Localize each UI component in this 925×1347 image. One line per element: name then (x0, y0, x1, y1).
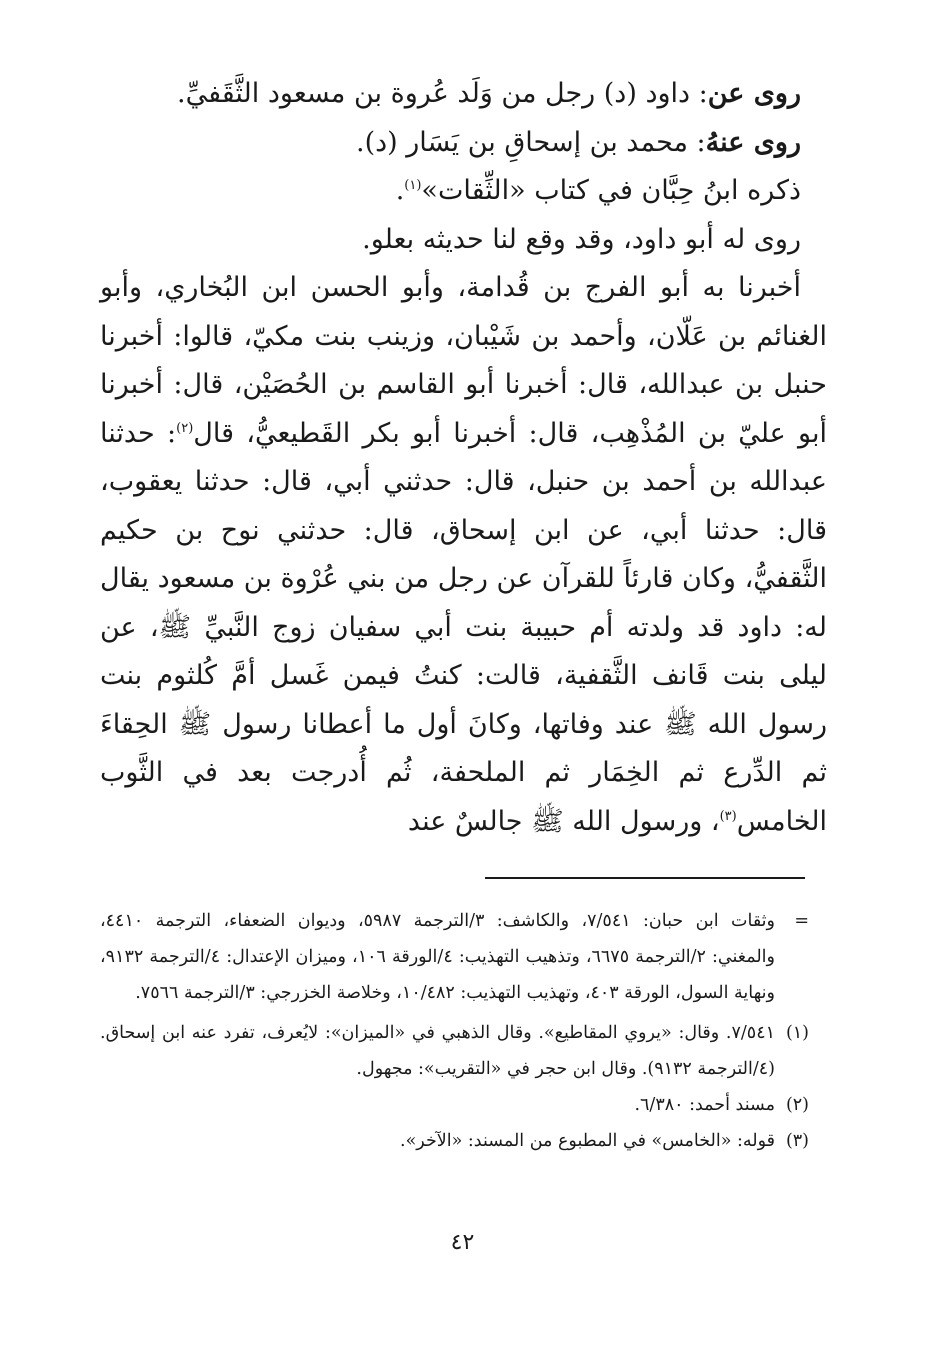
footnote-1 (100, 1015, 827, 1087)
footnote-text: وثقات ابن حبان: ٧/٥٤١، والكاشف: ٣/الترجمة ٥٩٨٧، وديوان الضعفاء، الترجمة ٤٤١٠، والمغني: ٢/الترجمة ٦٦٧٥، وتذهيب التهذيب: ٤/الورقة ١٠٦، وميزان الإعتدال: ٤/الترجمة ٩١٣٢، ونهاية السول، الورقة ٤٠٣، وتهذيب التهذيب: ١٠/٤٨٢، وخلاصة الخزرجي: ٣/الترجمة ٧٥٦٦. (100, 911, 775, 1003)
thiqat-text: ذكره ابنُ حِبَّان في كتاب «الثِّقات» (421, 175, 801, 206)
footnote-text: قوله: «الخامس» في المطبوع من المسند: «الآخر». (400, 1131, 775, 1151)
main-text (100, 70, 827, 846)
footnote-mark: (٣) (785, 1131, 809, 1151)
narrated-by-line (100, 119, 827, 168)
narrated-from-text: : داود (د) رجل من وَلَد عُروة بن مسعود الثَّقَفيِّ. (176, 78, 708, 109)
footnote-ref-3[interactable]: (٣) (719, 808, 737, 824)
footnote-mark: = (794, 911, 809, 931)
footnote-3 (100, 1123, 827, 1159)
narrated-by-label: روى عنهُ (705, 126, 801, 158)
narrated-by-text: : محمد بن إسحاقِ بن يَسَار (د). (355, 126, 706, 158)
isnad-text: أخبرنا به أبو الفرج بن قُدامة، وأبو الحسن ابن البُخاري، وأبو الغنائم بن عَلّان، وأحمد بن شَيْبان، وزينب بنت مكيّ، قالوا: أخبرنا حنبل بن عبدالله، قال: أخبرنا أبو القاسم بن الحُصَيْن، قال: أخبرنا أبو عليّ بن المُذْهِب، قال: أخبرنا أبو بكر القَطيعيُّ، قال (100, 272, 828, 449)
footnote-2 (100, 1087, 827, 1123)
matn-end-text: ، ورسول الله ﷺ جالسٌ عند (407, 805, 720, 837)
page-number: ٤٢ (450, 1230, 475, 1255)
narrated-from-line (100, 70, 827, 119)
footnotes (100, 903, 827, 1159)
footnote-text: ٧/٥٤١. وقال: «يروي المقاطيع». وقال الذهبي في «الميزان»: لايُعرف، تفرد عنه ابن إسحاق. (٤/الترجمة ٩١٣٢). وقال ابن حجر في «التقريب»: مجهول. (100, 1023, 775, 1079)
footnote-ref-2[interactable]: (٢) (176, 420, 194, 436)
footnote-separator (485, 877, 805, 879)
thiqat-line (100, 167, 827, 216)
footnote-ref-1[interactable]: (١) (404, 178, 422, 193)
footnote-continued (100, 903, 827, 1015)
matn-text: : حدثنا عبدالله بن أحمد بن حنبل، قال: حدثني أبي، قال: حدثنا يعقوب، قال: حدثنا أبي، عن ابن إسحاق، قال: حدثني نوح بن حكيم الثَّقفيُّ، وكان قارئاً للقرآن عن رجل من بني عُرْوة بن مسعود يقال له: داود قد ولدته أم حبيبة بنت أبي سفيان زوج النَّبيِّ ﷺ، عن ليلى بنت قَانف الثَّقفية، قالت: كنتُ فيمن غَسل أمَّ كُلثوم بنت رسول الله ﷺ عند وفاتها، وكانَ أول ما أعطانا رسول ﷺ الحِقاءَ ثم الدِّرع ثم الخِمَار ثم الملحفة، ثُم أُدرجت بعد في الثَّوب الخامس (100, 417, 827, 837)
thiqat-end: . (395, 175, 405, 206)
abu-dawud-line (100, 216, 827, 265)
footnote-mark: (٢) (785, 1095, 809, 1115)
footnote-text: مسند أحمد: ٦/٣٨٠. (634, 1095, 775, 1115)
footnote-mark: (١) (785, 1023, 809, 1043)
abu-dawud-text: روى له أبو داود، وقد وقع لنا حديثه بعلو. (362, 223, 801, 255)
narrated-from-label: روى عن (707, 78, 801, 109)
hadith-paragraph (100, 264, 827, 846)
